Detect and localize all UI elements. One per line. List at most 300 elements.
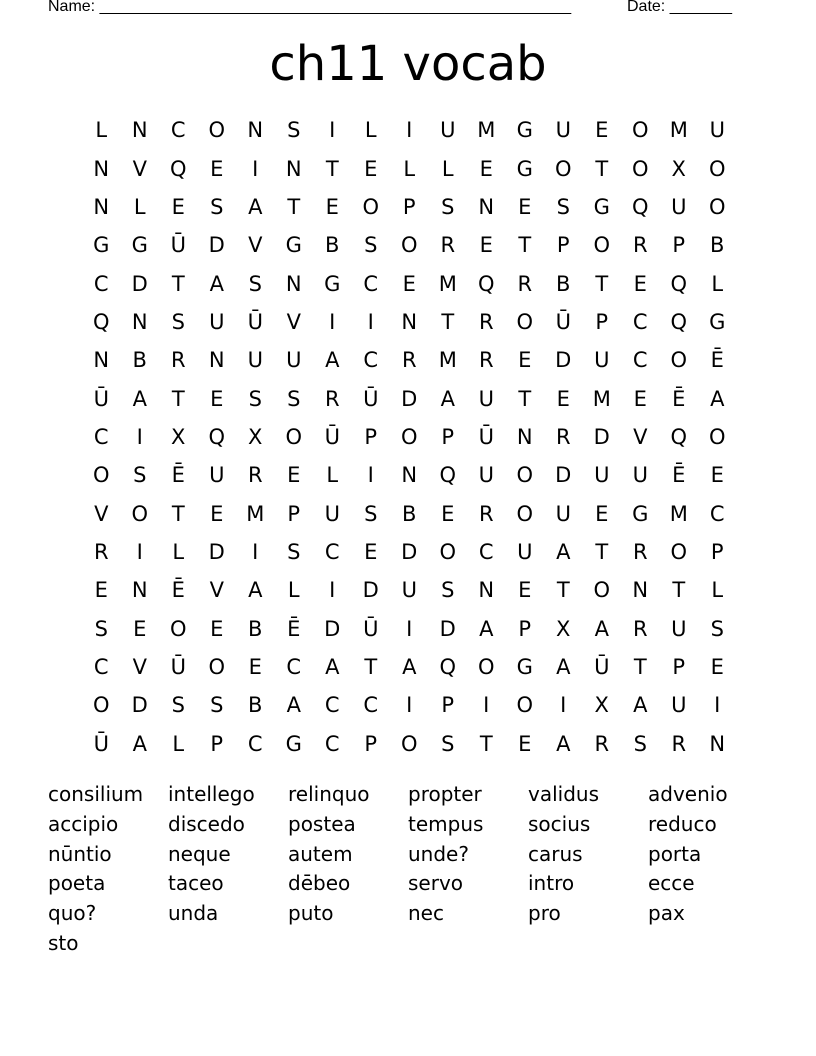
grid-letter: N <box>478 194 495 219</box>
grid-letter: D <box>401 539 418 564</box>
grid-letter: D <box>401 386 418 411</box>
grid-letter: R <box>478 348 494 373</box>
grid-letter: N <box>401 309 418 334</box>
name-field: Name: _____________________________________________________ <box>48 0 572 15</box>
grid-letter: A <box>286 693 301 718</box>
grid-letter: Ē <box>672 463 686 488</box>
grid-letter: O <box>285 424 303 449</box>
grid-letter: I <box>406 118 413 143</box>
grid-letter: I <box>406 616 413 641</box>
grid-letter: U <box>478 463 494 488</box>
grid-letter: C <box>93 424 109 449</box>
word-list-item: intro <box>528 871 575 896</box>
grid-letter: R <box>478 501 494 526</box>
grid-letter: B <box>402 501 417 526</box>
grid-letter: O <box>208 118 226 143</box>
grid-letter: D <box>555 463 572 488</box>
grid-letter: N <box>401 463 418 488</box>
grid-letter: O <box>477 654 495 679</box>
grid-letter: V <box>248 233 263 258</box>
grid-letter: E <box>210 386 224 411</box>
grid-letter: S <box>94 616 108 641</box>
grid-letter: N <box>247 118 264 143</box>
grid-letter: O <box>670 348 688 373</box>
grid-letter: P <box>441 693 455 718</box>
grid-letter: E <box>518 194 532 219</box>
grid-letter: Q <box>670 271 688 296</box>
word-list-item: unda <box>168 901 219 926</box>
grid-letter: X <box>594 693 609 718</box>
grid-letter: L <box>172 731 185 756</box>
word-list-item: autem <box>288 841 353 866</box>
grid-letter: M <box>438 348 457 373</box>
grid-letter: I <box>329 118 336 143</box>
word-list <box>48 780 768 959</box>
word-list-item: relinquo <box>288 782 370 806</box>
grid-letter: C <box>632 348 648 373</box>
grid-letter: R <box>324 386 340 411</box>
date-field: Date: _______ <box>627 0 732 15</box>
grid-letter: U <box>594 463 610 488</box>
word-list-item: validus <box>528 782 599 806</box>
grid-letter: Ū <box>93 386 109 411</box>
grid-letter: O <box>92 693 110 718</box>
grid-letter: I <box>367 463 374 488</box>
grid-letter: O <box>593 233 611 258</box>
grid-letter: S <box>248 386 262 411</box>
word-search-grid <box>82 111 737 763</box>
grid-letter: R <box>170 348 186 373</box>
grid-letter: L <box>403 156 416 181</box>
grid-letter: N <box>709 731 726 756</box>
grid-letter: N <box>93 348 110 373</box>
grid-letter: C <box>247 731 263 756</box>
grid-letter: A <box>248 578 263 603</box>
grid-letter: A <box>594 616 609 641</box>
grid-letter: R <box>247 463 263 488</box>
grid-letter: T <box>287 194 301 219</box>
grid-letter: O <box>554 156 572 181</box>
grid-letter: O <box>670 539 688 564</box>
grid-letter: S <box>710 616 724 641</box>
grid-letter: D <box>362 578 379 603</box>
grid-letter: T <box>171 271 185 296</box>
grid-letter: S <box>210 194 224 219</box>
word-list-item: nec <box>408 901 444 926</box>
grid-letter: Ē <box>710 348 724 373</box>
grid-letter: E <box>479 233 493 258</box>
grid-letter: A <box>325 654 340 679</box>
grid-letter: O <box>593 578 611 603</box>
grid-letter: A <box>132 731 147 756</box>
word-list-item: propter <box>408 782 482 806</box>
grid-letter: C <box>93 271 109 296</box>
grid-letter: R <box>401 348 417 373</box>
grid-letter: S <box>556 194 570 219</box>
grid-letter: U <box>478 386 494 411</box>
word-list-item: accipio <box>48 811 119 836</box>
grid-letter: E <box>364 539 378 564</box>
grid-letter: O <box>708 194 726 219</box>
grid-letter: G <box>516 118 533 143</box>
word-list-item: sto <box>48 930 79 955</box>
grid-letter: D <box>439 616 456 641</box>
grid-letter: S <box>287 539 301 564</box>
grid-letter: G <box>93 233 110 258</box>
grid-letter: U <box>555 118 571 143</box>
grid-letter: A <box>402 654 417 679</box>
grid-letter: Q <box>92 309 110 334</box>
grid-letter: G <box>593 194 610 219</box>
grid-letter: E <box>518 348 532 373</box>
grid-letter: Ū <box>170 233 186 258</box>
grid-letter: N <box>131 578 148 603</box>
grid-letter: U <box>517 539 533 564</box>
grid-letter: Q <box>439 654 457 679</box>
grid-letter: I <box>560 693 567 718</box>
grid-letter: T <box>325 156 339 181</box>
grid-letter: R <box>440 233 456 258</box>
grid-letter: C <box>286 654 302 679</box>
grid-letter: S <box>441 731 455 756</box>
grid-letter: D <box>555 348 572 373</box>
word-list-item: consilium <box>48 782 144 806</box>
grid-letter: S <box>364 233 378 258</box>
grid-letter: C <box>363 693 379 718</box>
grid-letter: I <box>136 424 143 449</box>
grid-letter: N <box>516 424 533 449</box>
grid-letter: S <box>171 309 185 334</box>
grid-letter: R <box>555 424 571 449</box>
grid-letter: Q <box>670 309 688 334</box>
grid-letter: A <box>556 654 571 679</box>
grid-letter: C <box>478 539 494 564</box>
grid-letter: T <box>595 271 609 296</box>
grid-letter: E <box>518 731 532 756</box>
grid-letter: A <box>325 348 340 373</box>
grid-letter: P <box>710 539 724 564</box>
word-list-item: postea <box>288 811 356 836</box>
grid-letter: L <box>172 539 185 564</box>
grid-letter: L <box>441 156 454 181</box>
grid-letter: Ē <box>171 463 185 488</box>
grid-letter: A <box>633 693 648 718</box>
grid-letter: G <box>632 501 649 526</box>
grid-letter: X <box>671 156 686 181</box>
grid-letter: O <box>400 233 418 258</box>
grid-letter: T <box>479 731 493 756</box>
grid-letter: P <box>518 616 532 641</box>
grid-letter: T <box>441 309 455 334</box>
grid-letter: Q <box>208 424 226 449</box>
grid-letter: C <box>709 501 725 526</box>
word-list-item: dēbeo <box>288 871 351 896</box>
grid-letter: Ē <box>672 386 686 411</box>
grid-letter: U <box>671 616 687 641</box>
grid-letter: M <box>477 118 496 143</box>
grid-letter: R <box>478 309 494 334</box>
grid-letter: X <box>556 616 571 641</box>
grid-letter: G <box>131 233 148 258</box>
grid-letter: Ū <box>594 654 610 679</box>
grid-letter: E <box>479 156 493 181</box>
grid-letter: E <box>710 463 724 488</box>
grid-letter: Ū <box>93 731 109 756</box>
grid-letter: B <box>248 616 263 641</box>
grid-letter: R <box>594 731 610 756</box>
grid-letter: T <box>171 386 185 411</box>
grid-letter: N <box>478 578 495 603</box>
word-list-item: tempus <box>408 811 484 836</box>
grid-letter: B <box>556 271 571 296</box>
grid-letter: P <box>672 233 686 258</box>
grid-letter: G <box>285 233 302 258</box>
grid-letter: L <box>133 194 146 219</box>
word-list-item: socius <box>528 811 591 836</box>
grid-letter: R <box>671 731 687 756</box>
grid-letter: C <box>324 539 340 564</box>
grid-letter: O <box>400 731 418 756</box>
grid-letter: A <box>132 386 147 411</box>
grid-letter: U <box>324 501 340 526</box>
grid-letter: M <box>438 271 457 296</box>
grid-letter: A <box>556 731 571 756</box>
grid-letter: D <box>131 271 148 296</box>
grid-letter: I <box>252 156 259 181</box>
grid-letter: O <box>131 501 149 526</box>
grid-letter: C <box>632 309 648 334</box>
grid-letter: L <box>711 271 724 296</box>
grid-letter: E <box>210 616 224 641</box>
grid-letter: E <box>133 616 147 641</box>
grid-letter: X <box>171 424 186 449</box>
word-list-item: pax <box>648 901 685 926</box>
grid-letter: V <box>94 501 109 526</box>
grid-letter: R <box>632 616 648 641</box>
grid-letter: O <box>708 424 726 449</box>
grid-letter: I <box>406 693 413 718</box>
grid-letter: E <box>210 156 224 181</box>
grid-letter: S <box>287 386 301 411</box>
grid-letter: A <box>248 194 263 219</box>
word-list-item: ecce <box>648 871 695 896</box>
grid-letter: E <box>518 578 532 603</box>
grid-letter: Ū <box>247 309 263 334</box>
grid-letter: I <box>714 693 721 718</box>
grid-letter: U <box>209 463 225 488</box>
grid-letter: S <box>210 693 224 718</box>
grid-letter: L <box>95 118 108 143</box>
word-list-item: poeta <box>48 871 106 896</box>
grid-letter: S <box>441 194 455 219</box>
grid-letter: M <box>669 501 688 526</box>
grid-letter: E <box>248 654 262 679</box>
grid-letter: O <box>92 463 110 488</box>
grid-letter: A <box>440 386 455 411</box>
grid-letter: E <box>364 156 378 181</box>
grid-letter: T <box>171 501 185 526</box>
grid-letter: D <box>324 616 341 641</box>
grid-letter: P <box>556 233 570 258</box>
grid-letter: C <box>324 693 340 718</box>
word-list-item: porta <box>648 841 702 866</box>
grid-letter: M <box>669 118 688 143</box>
grid-letter: O <box>631 156 649 181</box>
grid-letter: O <box>169 616 187 641</box>
grid-letter: T <box>518 233 532 258</box>
grid-letter: N <box>93 194 110 219</box>
grid-letter: O <box>208 654 226 679</box>
grid-letter: D <box>593 424 610 449</box>
grid-letter: U <box>632 463 648 488</box>
grid-letter: G <box>516 654 533 679</box>
grid-letter: R <box>517 271 533 296</box>
grid-letter: E <box>325 194 339 219</box>
grid-letter: E <box>441 501 455 526</box>
grid-letter: G <box>709 309 726 334</box>
grid-letter: U <box>401 578 417 603</box>
grid-letter: E <box>710 654 724 679</box>
grid-letter: S <box>133 463 147 488</box>
grid-letter: L <box>287 578 300 603</box>
word-list-item: unde? <box>408 841 469 866</box>
grid-letter: Ē <box>171 578 185 603</box>
grid-letter: Q <box>670 424 688 449</box>
grid-letter: N <box>93 156 110 181</box>
grid-letter: E <box>171 194 185 219</box>
grid-letter: Ū <box>363 616 379 641</box>
grid-letter: E <box>595 501 609 526</box>
grid-letter: P <box>441 424 455 449</box>
grid-letter: E <box>94 578 108 603</box>
grid-letter: U <box>247 348 263 373</box>
grid-letter: E <box>210 501 224 526</box>
grid-letter: N <box>208 348 225 373</box>
grid-letter: U <box>555 501 571 526</box>
grid-letter: T <box>518 386 532 411</box>
grid-letter: V <box>132 156 147 181</box>
grid-letter: P <box>672 654 686 679</box>
grid-letter: R <box>93 539 109 564</box>
grid-letter: I <box>252 539 259 564</box>
grid-letter: C <box>324 731 340 756</box>
grid-letter: O <box>631 118 649 143</box>
grid-letter: N <box>285 156 302 181</box>
word-list-item: pro <box>528 901 561 926</box>
grid-letter: O <box>516 463 534 488</box>
grid-letter: N <box>131 309 148 334</box>
grid-letter: P <box>287 501 301 526</box>
grid-letter: A <box>556 539 571 564</box>
grid-letter: U <box>671 194 687 219</box>
grid-letter: T <box>595 539 609 564</box>
grid-letter: O <box>516 501 534 526</box>
page-title: ch11 vocab <box>269 36 547 92</box>
grid-letter: Ū <box>555 309 571 334</box>
grid-letter: M <box>592 386 611 411</box>
grid-letter: Ū <box>324 424 340 449</box>
grid-letter: B <box>132 348 147 373</box>
grid-letter: T <box>672 578 686 603</box>
grid-letter: R <box>632 233 648 258</box>
grid-letter: V <box>209 578 224 603</box>
grid-letter: U <box>209 309 225 334</box>
grid-letter: L <box>364 118 377 143</box>
grid-letter: I <box>367 309 374 334</box>
grid-letter: Q <box>169 156 187 181</box>
grid-letter: M <box>246 501 265 526</box>
grid-letter: U <box>594 348 610 373</box>
word-list-item: puto <box>288 901 334 926</box>
grid-letter: U <box>440 118 456 143</box>
grid-letter: P <box>402 194 416 219</box>
grid-letter: Q <box>477 271 495 296</box>
grid-letter: L <box>711 578 724 603</box>
grid-letter: C <box>363 271 379 296</box>
grid-letter: I <box>483 693 490 718</box>
grid-letter: E <box>402 271 416 296</box>
grid-letter: Q <box>439 463 457 488</box>
grid-letter: S <box>248 271 262 296</box>
grid-letter: O <box>400 424 418 449</box>
grid-letter: S <box>287 118 301 143</box>
grid-letter: B <box>248 693 263 718</box>
grid-letter: S <box>441 578 455 603</box>
grid-letter: G <box>285 731 302 756</box>
word-list-item: taceo <box>168 871 224 896</box>
grid-letter: C <box>170 118 186 143</box>
grid-letter: E <box>556 386 570 411</box>
grid-letter: P <box>595 309 609 334</box>
grid-letter: N <box>285 271 302 296</box>
word-list-item: intellego <box>168 782 255 806</box>
grid-letter: A <box>209 271 224 296</box>
grid-letter: D <box>131 693 148 718</box>
grid-letter: G <box>324 271 341 296</box>
grid-letter: A <box>710 386 725 411</box>
word-list-item: servo <box>408 871 464 896</box>
grid-letter: T <box>633 654 647 679</box>
grid-letter: P <box>364 424 378 449</box>
grid-letter: O <box>708 156 726 181</box>
grid-letter: N <box>131 118 148 143</box>
grid-letter: T <box>556 578 570 603</box>
grid-letter: O <box>362 194 380 219</box>
grid-letter: U <box>709 118 725 143</box>
grid-letter: S <box>633 731 647 756</box>
word-list-item: nūntio <box>48 841 112 866</box>
grid-letter: I <box>329 578 336 603</box>
grid-letter: Ū <box>478 424 494 449</box>
grid-letter: E <box>633 271 647 296</box>
grid-letter: X <box>248 424 263 449</box>
grid-letter: O <box>439 539 457 564</box>
grid-letter: V <box>132 654 147 679</box>
grid-letter: N <box>632 578 649 603</box>
word-list-item: reduco <box>648 811 717 836</box>
grid-letter: P <box>364 731 378 756</box>
grid-letter: G <box>516 156 533 181</box>
word-list-item: advenio <box>648 782 728 806</box>
grid-letter: T <box>364 654 378 679</box>
grid-letter: Ē <box>287 616 301 641</box>
grid-letter: T <box>595 156 609 181</box>
grid-letter: E <box>287 463 301 488</box>
grid-letter: L <box>326 463 339 488</box>
grid-letter: U <box>671 693 687 718</box>
grid-letter: O <box>516 693 534 718</box>
word-list-item: quo? <box>48 901 97 926</box>
